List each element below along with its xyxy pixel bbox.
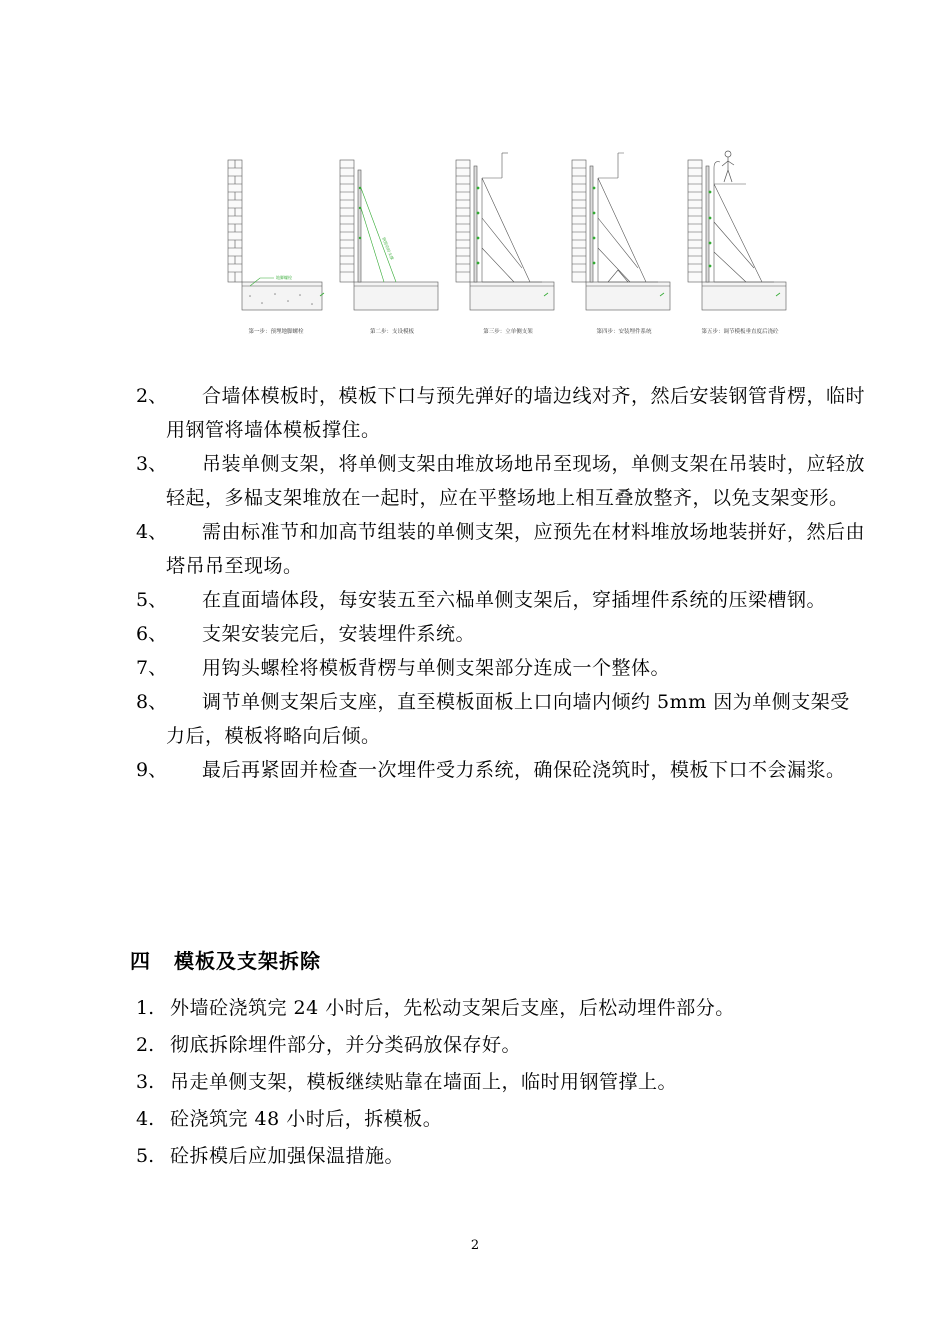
list-item bbox=[136, 1101, 866, 1138]
figure-step-2 bbox=[336, 148, 448, 348]
list-number: 3. bbox=[136, 1071, 155, 1093]
step-item bbox=[136, 651, 866, 685]
dismantle-list bbox=[136, 990, 866, 1175]
step-number: 7、 bbox=[136, 657, 168, 679]
section-heading bbox=[130, 945, 321, 974]
construction-steps-figure bbox=[200, 148, 800, 348]
step-item bbox=[136, 753, 866, 787]
figure-caption-1: 第一步：预埋地脚螺栓 bbox=[248, 329, 304, 335]
step-number: 9、 bbox=[136, 759, 168, 781]
figure-step-1 bbox=[220, 148, 332, 348]
section-number: 四 bbox=[130, 949, 151, 973]
figure-step-5 bbox=[684, 148, 796, 348]
step-item bbox=[136, 447, 866, 515]
list-item bbox=[136, 1064, 866, 1101]
list-item bbox=[136, 1138, 866, 1175]
step-text: 需由标准节和加高节组装的单侧支架，应预先在材料堆放场地装拼好，然后由塔吊吊至现场。 bbox=[166, 521, 866, 577]
step-5-drawing bbox=[684, 148, 796, 323]
figure-step-4 bbox=[568, 148, 680, 348]
step-number: 6、 bbox=[136, 623, 168, 645]
page-number: 2 bbox=[470, 1238, 480, 1253]
step-text: 支架安装完后，安装埋件系统。 bbox=[202, 623, 476, 645]
list-item bbox=[136, 990, 866, 1027]
svg-text:钢管临时支撑: 钢管临时支撑 bbox=[381, 236, 395, 261]
list-text: 彻底拆除埋件部分，并分类码放保存好。 bbox=[170, 1034, 522, 1056]
step-text: 调节单侧支架后支座，直至模板面板上口向墙内倾约 5mm 因为单侧支架受力后，模板将略向后倾。 bbox=[166, 691, 850, 747]
step-number: 5、 bbox=[136, 589, 168, 611]
step-text: 用钩头螺栓将模板背楞与单侧支架部分连成一个整体。 bbox=[202, 657, 671, 679]
step-text: 合墙体模板时，模板下口与预先弹好的墙边线对齐，然后安装钢管背楞，临时用钢管将墙体模板撑住。 bbox=[166, 385, 866, 441]
step-item bbox=[136, 583, 866, 617]
step-item bbox=[136, 617, 866, 651]
list-item bbox=[136, 1027, 866, 1064]
step-number: 4、 bbox=[136, 521, 168, 543]
list-number: 1. bbox=[136, 997, 155, 1019]
svg-text:地脚螺栓: 地脚螺栓 bbox=[276, 275, 292, 280]
step-item bbox=[136, 379, 866, 447]
section-title: 模板及支架拆除 bbox=[174, 949, 321, 973]
list-text: 吊走单侧支架，模板继续贴靠在墙面上，临时用钢管撑上。 bbox=[170, 1071, 678, 1093]
worker-figure bbox=[722, 151, 734, 182]
step-item bbox=[136, 685, 866, 753]
list-number: 4. bbox=[136, 1108, 155, 1130]
step-3-drawing bbox=[452, 148, 564, 323]
step-text: 最后再紧固并检查一次埋件受力系统，确保砼浇筑时，模板下口不会漏浆。 bbox=[202, 759, 846, 781]
step-2-drawing bbox=[336, 148, 448, 323]
list-text: 砼拆模后应加强保温措施。 bbox=[170, 1145, 405, 1167]
step-number: 8、 bbox=[136, 691, 168, 713]
step-item bbox=[136, 515, 866, 583]
figure-caption-5: 第五步：调节模板垂直度后浇砼 bbox=[701, 329, 779, 335]
step-4-drawing bbox=[568, 148, 680, 323]
step-text: 在直面墙体段，每安装五至六榀单侧支架后，穿插埋件系统的压梁槽钢。 bbox=[202, 589, 827, 611]
figure-caption-3: 第三步：立单侧支架 bbox=[483, 329, 533, 335]
step-text: 吊装单侧支架，将单侧支架由堆放场地吊至现场，单侧支架在吊装时，应轻放轻起，多榀支架堆放在一起时，应在平整场地上相互叠放整齐，以免支架变形。 bbox=[166, 453, 866, 509]
figure-caption-4: 第四步：安装埋件系统 bbox=[596, 329, 652, 335]
step-number: 3、 bbox=[136, 453, 168, 475]
list-text: 砼浇筑完 48 小时后，拆模板。 bbox=[170, 1108, 443, 1130]
figure-caption-2: 第二步：支设模板 bbox=[369, 329, 414, 335]
list-text: 外墙砼浇筑完 24 小时后，先松动支架后支座，后松动埋件部分。 bbox=[170, 997, 735, 1019]
step-number: 2、 bbox=[136, 385, 168, 407]
list-number: 2. bbox=[136, 1034, 155, 1056]
step-1-drawing bbox=[220, 148, 332, 323]
list-number: 5. bbox=[136, 1145, 155, 1167]
figure-step-3 bbox=[452, 148, 564, 348]
procedure-steps bbox=[136, 379, 866, 787]
